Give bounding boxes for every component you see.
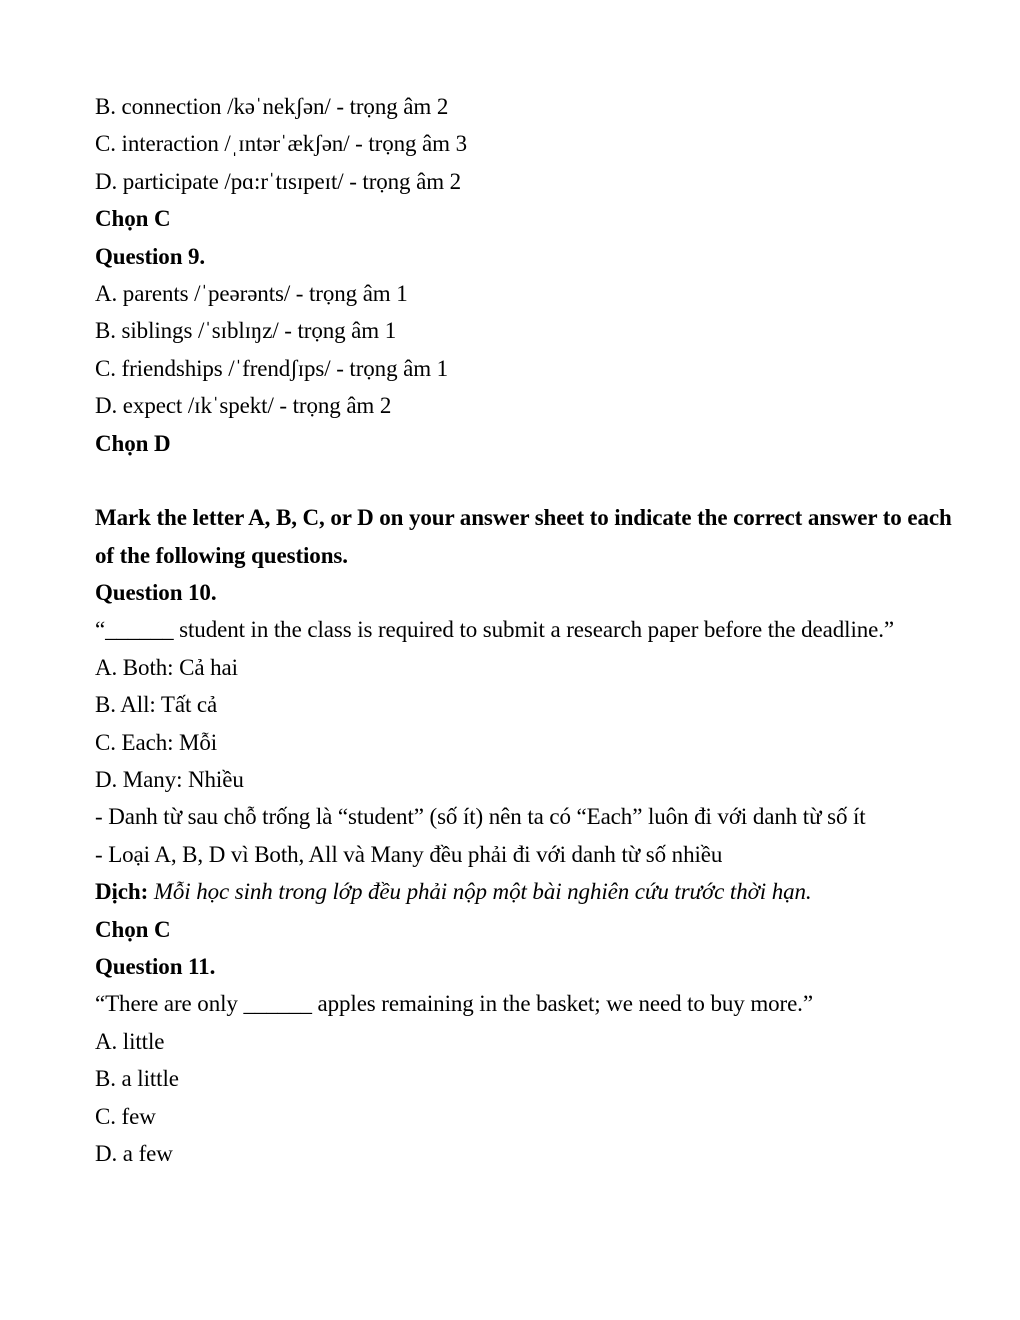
question-label	[95, 574, 930, 611]
answer-option	[95, 387, 930, 424]
text-run: Dịch:	[95, 879, 154, 905]
answer-option	[95, 761, 930, 798]
text-run: D. participate /pɑ:rˈtɪsɪpeɪt/ - trọng âm 2	[95, 168, 462, 194]
answer-key	[95, 425, 930, 462]
text-run: C. friendships /ˈfrendʃɪps/ - trọng âm 1	[95, 355, 449, 381]
explanation	[95, 798, 930, 835]
text-run: A. Both: Cả hai	[95, 654, 238, 680]
question-label	[95, 238, 930, 275]
translation	[95, 873, 930, 910]
text-run: B. siblings /ˈsɪblɪŋz/ - trọng âm 1	[95, 318, 397, 344]
text-run: Question 11.	[95, 953, 216, 979]
text-run: Chọn C	[95, 916, 171, 942]
text-run: C. interaction /ˌɪntərˈækʃən/ - trọng âm 3	[95, 131, 467, 157]
answer-option	[95, 724, 930, 761]
text-run: Mỗi học sinh trong lớp đều phải nộp một bài nghiên cứu trước thời hạn.	[153, 879, 812, 905]
text-run: Question 9.	[95, 243, 206, 269]
explanation	[95, 836, 930, 873]
text-run: Chọn D	[95, 430, 171, 456]
question-stem	[95, 611, 930, 648]
answer-option	[95, 125, 930, 162]
answer-key	[95, 911, 930, 948]
text-run: A. parents /ˈpeərənts/ - trọng âm 1	[95, 280, 408, 306]
text-run: D. expect /ɪkˈspekt/ - trọng âm 2	[95, 393, 392, 419]
document-body	[95, 88, 952, 1172]
text-run: B. a little	[95, 1066, 179, 1092]
text-run: “There are only ______ apples remaining in the basket; we need to buy more.”	[95, 991, 813, 1017]
answer-option	[95, 686, 930, 723]
text-run: C. few	[95, 1103, 156, 1129]
text-run: D. Many: Nhiều	[95, 767, 244, 793]
section-instruction	[95, 537, 930, 574]
answer-option	[95, 163, 930, 200]
text-run: B. connection /kəˈnekʃən/ - trọng âm 2	[95, 94, 449, 119]
text-run: of the following questions.	[95, 542, 348, 568]
text-run: Chọn C	[95, 206, 171, 232]
answer-option	[95, 350, 930, 387]
answer-option	[95, 1023, 930, 1060]
answer-option	[95, 1135, 930, 1172]
text-run: - Loại A, B, D vì Both, All và Many đều phải đi với danh từ số nhiều	[95, 841, 723, 867]
text-run: - Danh từ sau chỗ trống là “student” (số ít) nên ta có “Each” luôn đi với danh từ số ít	[95, 804, 866, 830]
answer-option	[95, 275, 930, 312]
text-run: B. All: Tất cả	[95, 692, 218, 718]
answer-option	[95, 88, 930, 125]
answer-option	[95, 312, 930, 349]
text-run: Question 10.	[95, 580, 217, 606]
answer-option	[95, 1098, 930, 1135]
answer-option	[95, 649, 930, 686]
text-run: D. a few	[95, 1140, 173, 1166]
answer-option	[95, 1060, 930, 1097]
blank-line	[95, 462, 930, 499]
question-label	[95, 948, 930, 985]
text-run: A. little	[95, 1028, 165, 1054]
text-run: C. Each: Mỗi	[95, 729, 218, 755]
question-stem	[95, 985, 930, 1022]
answer-key	[95, 200, 930, 237]
text-run: Mark the letter A, B, C, or D on your answer sheet to indicate the correct answer to each	[95, 505, 952, 531]
section-instruction	[95, 499, 952, 536]
text-run: “______ student in the class is required to submit a research paper before the deadline.”	[95, 617, 895, 643]
